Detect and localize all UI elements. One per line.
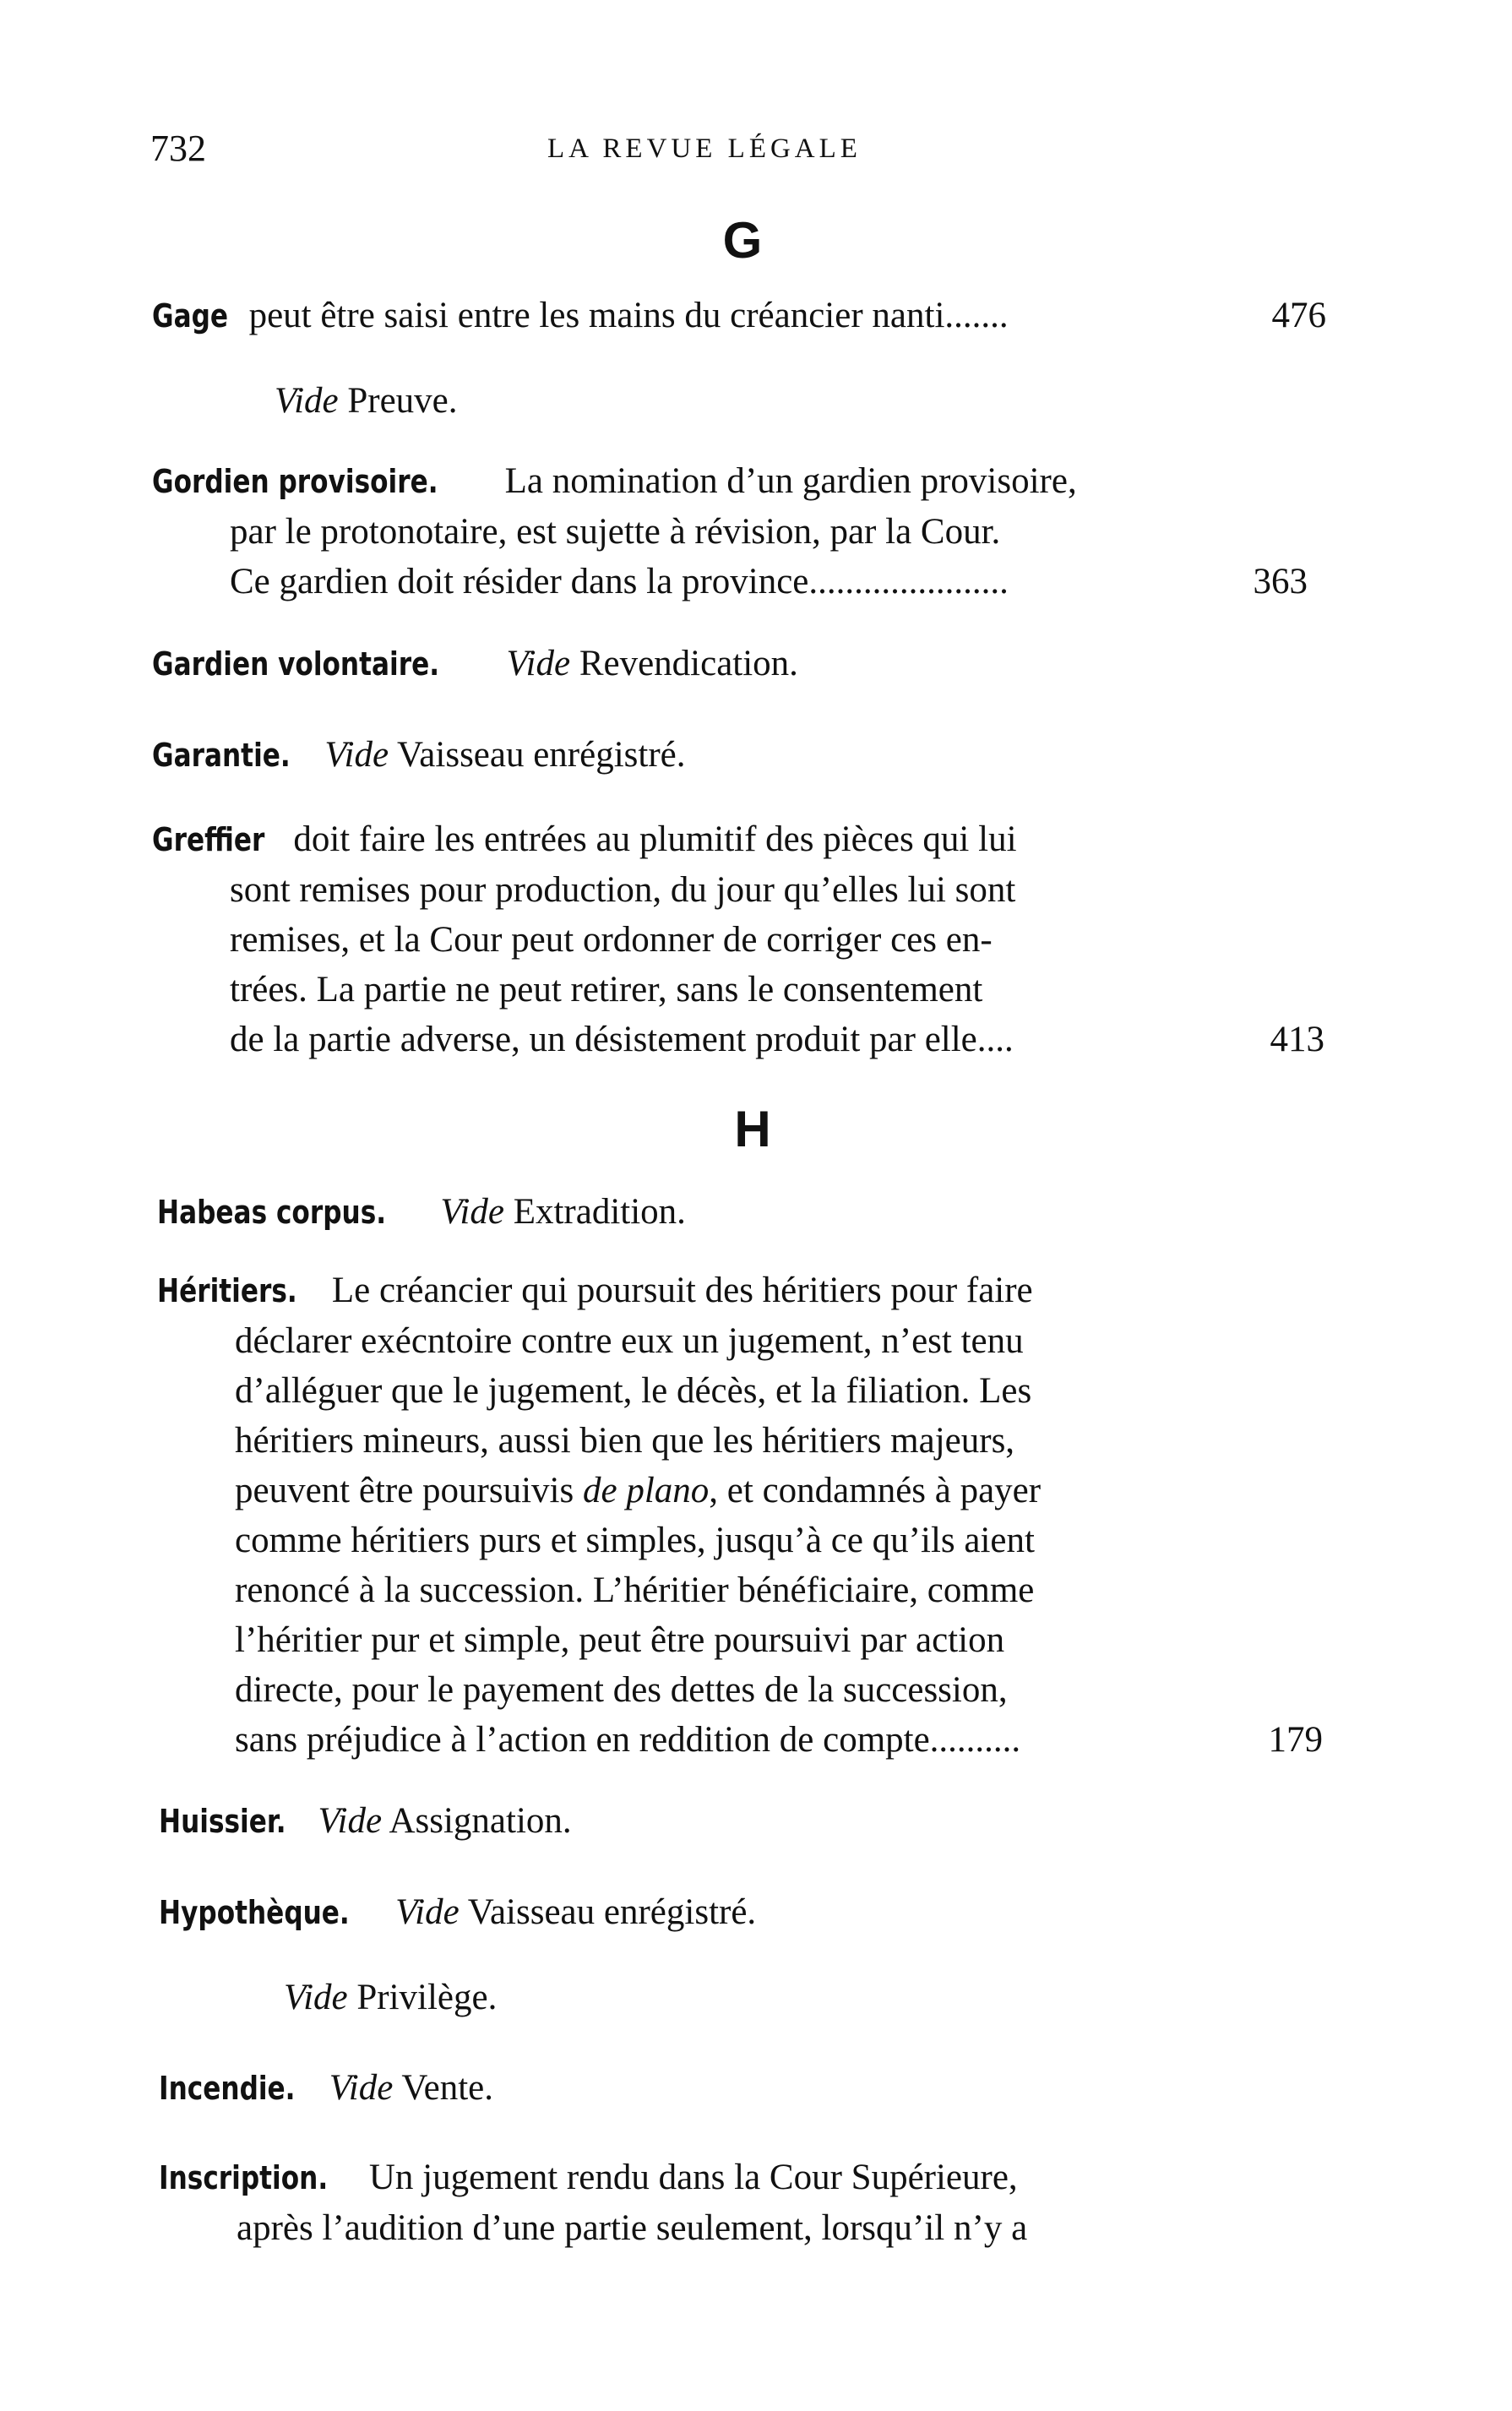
headword: Hypothèque. — [159, 1894, 350, 1931]
entry-text: déclarer exécntoire contre eux un jugement, n’est tenu — [235, 1321, 1024, 1361]
running-title: LA REVUE LÉGALE — [547, 133, 862, 164]
entry-text-italic: de plano — [583, 1471, 710, 1510]
page-header — [150, 127, 1324, 194]
page-reference: 476 — [1271, 296, 1326, 335]
page-reference: 363 — [1253, 562, 1308, 601]
entry-habeas-corpus — [157, 1187, 1331, 1238]
vide-word: Vide — [284, 1978, 348, 2017]
entry-text: l’héritier pur et simple, peut être poursuivi par action — [235, 1620, 1005, 1660]
entry-gordien-provisoire — [152, 456, 1308, 607]
headword: Habeas corpus. — [157, 1194, 387, 1231]
vide-reference — [275, 380, 458, 422]
entry-huissier — [159, 1796, 1333, 1847]
entry-text: , et condamnés à payer — [709, 1471, 1042, 1510]
vide-target: Privilège. — [356, 1978, 498, 2017]
vide-target: Vente. — [401, 2068, 493, 2108]
headword: Héritiers. — [157, 1272, 297, 1309]
headword: Greffier — [152, 821, 265, 858]
entry-text: directe, pour le payement des dettes de la succession, — [235, 1670, 1008, 1710]
vide-target: Vaisseau enrégistré. — [467, 1892, 757, 1932]
page-reference: 179 — [1268, 1720, 1323, 1760]
entry-text: remises, et la Cour peut ordonner de corriger ces en- — [230, 920, 993, 960]
entry-text: trées. La partie ne peut retirer, sans le consentement — [230, 970, 983, 1010]
entry-gardien-volontaire — [152, 639, 1326, 689]
entry-text: Un jugement rendu dans la Cour Supérieure, — [368, 2158, 1018, 2197]
vide-target: Revendication. — [579, 644, 798, 683]
vide-word: Vide — [318, 1801, 383, 1841]
vide-word: Vide — [329, 2068, 394, 2108]
entry-text: d’alléguer que le jugement, le décès, et la filiation. Les — [235, 1371, 1032, 1411]
vide-word: Vide — [395, 1892, 460, 1932]
entry-heritiers — [157, 1265, 1323, 1765]
entry-incendie — [159, 2063, 1333, 2114]
entry-text: par le protonotaire, est sujette à révision, par la Cour. — [230, 512, 1001, 552]
entry-text: de la partie adverse, un désistement produit par elle.... — [230, 1020, 1014, 1059]
page-number: 732 — [150, 128, 206, 169]
vide-target: Vaisseau enrégistré. — [397, 735, 686, 775]
entry-text: sans préjudice à l’action en reddition de compte.......... — [235, 1720, 1021, 1760]
entry-text: doit faire les entrées au plumitif des pièces qui lui — [293, 819, 1017, 859]
vide-word: Vide — [440, 1192, 504, 1232]
headword: Gordien provisoire. — [152, 463, 438, 500]
entry-text: Le créancier qui poursuit des héritiers pour faire — [331, 1271, 1033, 1310]
vide-word: Vide — [506, 644, 571, 683]
entry-text: peut être saisi entre les mains du créancier nanti....... — [248, 296, 1009, 335]
section-letter-g: G — [722, 212, 763, 269]
headword: Gage — [152, 297, 229, 335]
page-reference: 413 — [1270, 1020, 1324, 1059]
entry-text: héritiers mineurs, aussi bien que les héritiers majeurs, — [235, 1421, 1015, 1461]
entry-text: peuvent être poursuivis — [235, 1471, 574, 1510]
entry-inscription — [159, 2152, 1308, 2253]
entry-hypotheque — [159, 1887, 1333, 1938]
entry-text: La nomination d’un gardien provisoire, — [504, 461, 1077, 501]
entry-text: Ce gardien doit résider dans la province...................... — [230, 562, 1009, 601]
section-letter-h: H — [734, 1101, 771, 1157]
entry-text: après l’audition d’une partie seulement, lorsqu’il n’y a — [237, 2208, 1028, 2248]
vide-target: Extradition. — [513, 1192, 686, 1232]
headword: Garantie. — [152, 737, 291, 774]
vide-target: Assignation. — [389, 1801, 572, 1841]
entry-greffier — [152, 814, 1324, 1064]
vide-word: Vide — [324, 735, 389, 775]
vide-target: Preuve. — [347, 381, 458, 421]
headword: Inscription. — [159, 2159, 329, 2196]
headword: Gardien volontaire. — [152, 645, 440, 683]
headword: Huissier. — [159, 1803, 286, 1840]
entry-gage — [152, 291, 1326, 341]
entry-garantie — [152, 730, 1326, 781]
headword: Incendie. — [159, 2070, 296, 2107]
entry-text: comme héritiers purs et simples, jusqu’à ce qu’ils aient — [235, 1521, 1035, 1560]
vide-reference — [284, 1977, 497, 2018]
entry-text: sont remises pour production, du jour qu’elles lui sont — [230, 870, 1016, 910]
entry-text: renoncé à la succession. L’héritier bénéficiaire, comme — [235, 1570, 1035, 1610]
vide-word: Vide — [275, 381, 339, 421]
